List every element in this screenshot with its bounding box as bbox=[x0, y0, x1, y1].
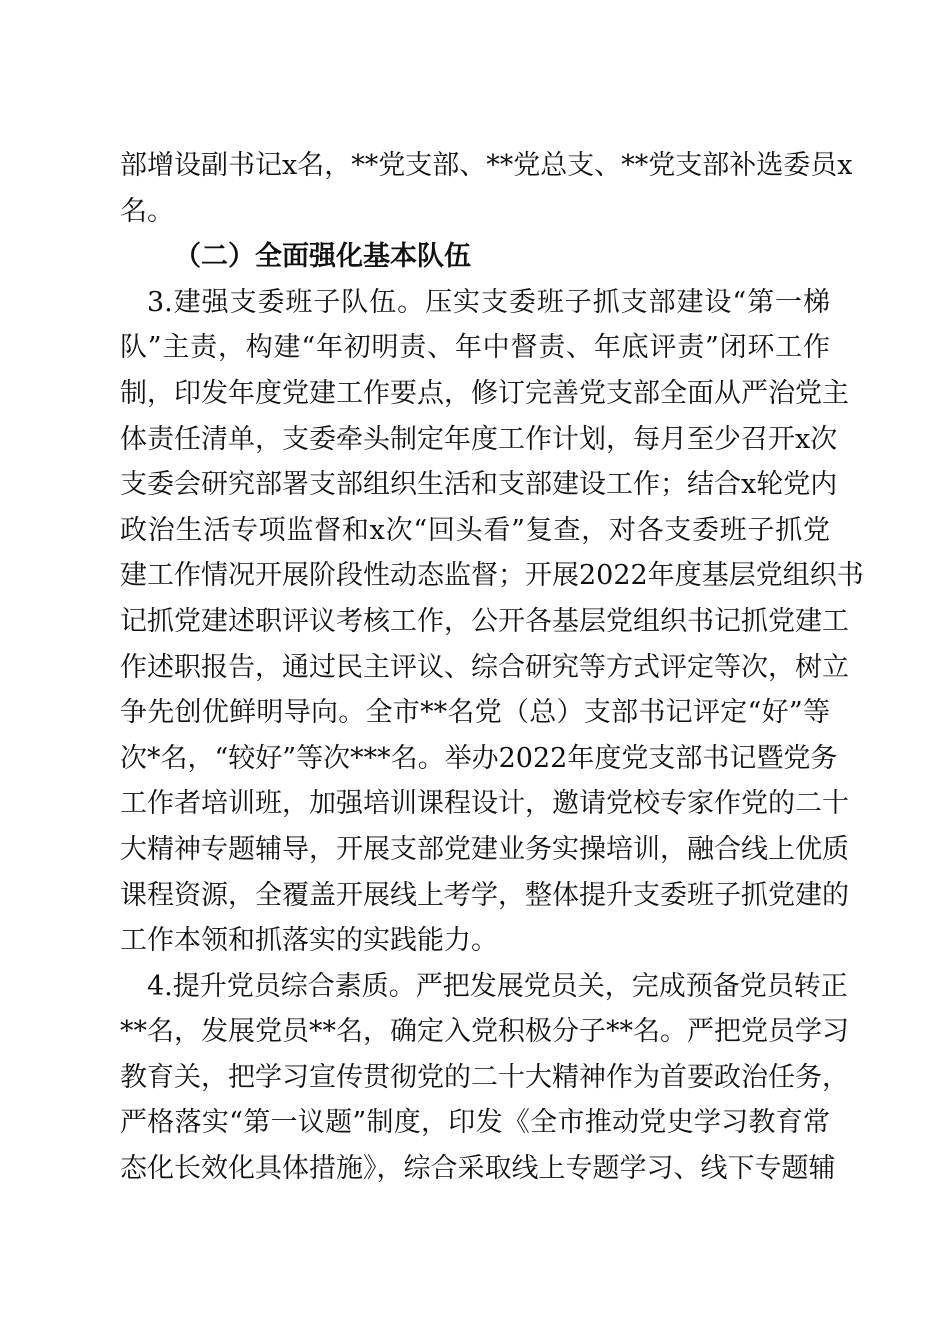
paragraph-3-line: 建工作情况开展阶段性动态监督；开展2022年度基层党组织书 bbox=[120, 560, 864, 592]
paragraph-3-line: 政治生活专项监督和x次“回头看”复查，对各支委班子抓党 bbox=[120, 514, 830, 546]
paragraph-3-line: 制，印发年度党建工作要点，修订完善党支部全面从严治党主 bbox=[120, 377, 849, 409]
paragraph-3-line: 课程资源，全覆盖开展线上考学，整体提升支委班子抓党建的 bbox=[120, 879, 849, 911]
paragraph-3-line: 争先创优鲜明导向。全市**名党（总）支部书记评定“好”等 bbox=[120, 697, 830, 729]
text-line: 名。 bbox=[120, 195, 174, 227]
paragraph-3-line: 记抓党建述职评议考核工作，公开各基层党组织书记抓党建工 bbox=[120, 605, 849, 637]
paragraph-4-line: 教育关，把学习宣传贯彻党的二十大精神作为首要政治任务， bbox=[120, 1061, 849, 1093]
paragraph-3-line: 作述职报告，通过民主评议、综合研究等方式评定等次，树立 bbox=[120, 651, 849, 683]
section-heading: （二）全面强化基本队伍 bbox=[174, 241, 471, 273]
paragraph-3-line: 体责任清单，支委牵头制定年度工作计划，每月至少召开x次 bbox=[120, 423, 838, 455]
paragraph-3-line: 工作本领和抓落实的实践能力。 bbox=[120, 925, 498, 957]
paragraph-3-line: 队”主责，构建“年初明责、年中督责、年底评责”闭环工作 bbox=[120, 332, 830, 364]
paragraph-3-line: 大精神专题辅导，开展支部党建业务实操培训，融合线上优质 bbox=[120, 833, 849, 865]
paragraph-4-line: 态化长效化具体措施》，综合采取线上专题学习、线下专题辅 bbox=[120, 1153, 836, 1185]
paragraph-3-line: 工作者培训班，加强培训课程设计，邀请党校专家作党的二十 bbox=[120, 788, 849, 820]
paragraph-4-line: **名，发展党员**名，确定入党积极分子**名。严把党员学习 bbox=[120, 1016, 849, 1048]
paragraph-4-line: 4.提升党员综合素质。严把发展党员关，完成预备党员转正 bbox=[147, 970, 848, 1002]
paragraph-4-line: 严格落实“第一议题”制度，印发《全市推动党史学习教育常 bbox=[120, 1107, 830, 1139]
paragraph-3-line: 支委会研究部署支部组织生活和支部建设工作；结合x轮党内 bbox=[120, 469, 838, 501]
document-body bbox=[120, 143, 864, 1192]
text-line: 部增设副书记x名，**党支部、**党总支、**党支部补选委员x bbox=[120, 150, 853, 181]
paragraph-3-line: 次*名，“较好”等次***名。举办2022年度党支部书记暨党务 bbox=[120, 742, 838, 774]
paragraph-3-line: 3.建强支委班子队伍。压实支委班子抓支部建设“第一梯 bbox=[147, 286, 830, 318]
